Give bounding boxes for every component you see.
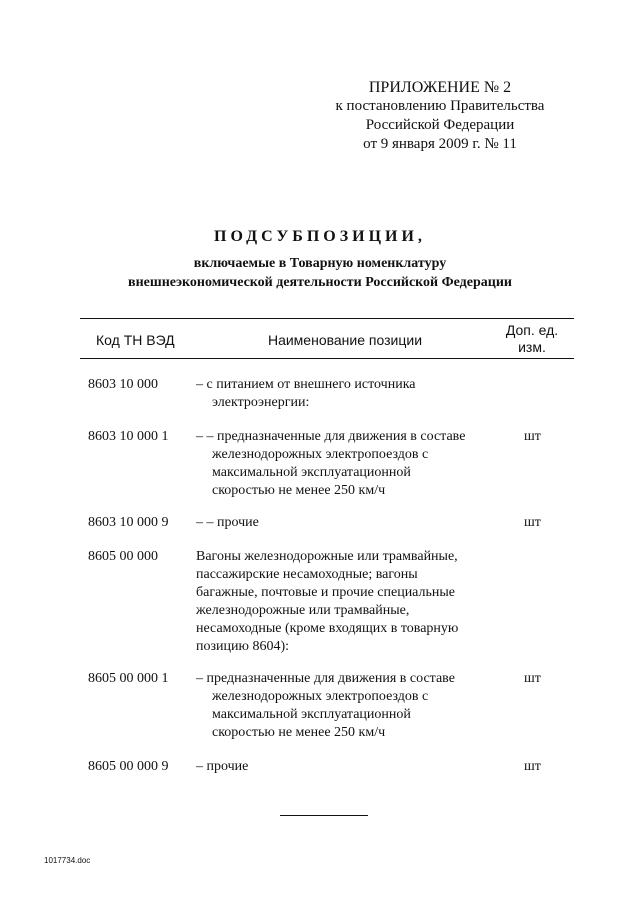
appendix-date-line: от 9 января 2009 г. № 11 (363, 136, 517, 152)
row-unit: шт (524, 515, 541, 530)
row-code: 8605 00 000 9 (88, 759, 169, 774)
document-subtitle: внешнеэкономической деятельности Российской Федерации (128, 275, 512, 290)
row-name-line: электроэнергии: (212, 395, 310, 410)
row-unit: шт (524, 429, 541, 444)
row-code: 8603 10 000 1 (88, 429, 169, 444)
appendix-line: Российской Федерации (365, 117, 515, 133)
table-header-rule (80, 358, 574, 359)
row-name (196, 376, 496, 412)
row-name (196, 758, 496, 776)
row-name-line: – с питанием от внешнего источника (196, 377, 416, 392)
row-name-line: железнодорожных электропоездов с (212, 689, 429, 704)
row-name-line: скоростью не менее 250 км/ч (212, 483, 386, 498)
row-name-line: позицию 8604): (196, 639, 290, 654)
row-unit: шт (524, 671, 541, 686)
document-file-id: 1017734.doc (44, 856, 91, 865)
column-header-name: Наименование позиции (267, 332, 423, 348)
unit-header-line2: изм. (518, 339, 546, 355)
table-top-rule (80, 318, 574, 319)
row-name (196, 428, 496, 500)
row-name-line: – предназначенные для движения в составе (196, 671, 455, 686)
appendix-title: ПРИЛОЖЕНИЕ № 2 (368, 79, 512, 96)
row-name-line: максимальной эксплуатационной (212, 465, 411, 480)
row-code: 8603 10 000 (88, 377, 158, 392)
row-name-line: несамоходные (кроме входящих в товарную (196, 621, 459, 636)
document-subtitle: включаемые в Товарную номенклатуру (193, 256, 447, 271)
row-name-line: максимальной эксплуатационной (212, 707, 411, 722)
row-code: 8605 00 000 (88, 549, 158, 564)
row-name-line: железнодорожных электропоездов с (212, 447, 429, 462)
row-code: 8603 10 000 9 (88, 515, 169, 530)
row-name-line: пассажирские несамоходные; вагоны (196, 567, 418, 582)
unit-header-line1: Доп. ед. (505, 322, 559, 338)
column-header-code: Код ТН ВЭД (96, 332, 175, 348)
row-name-line: – – прочие (196, 515, 259, 530)
end-divider (280, 815, 368, 816)
row-name-line: – – предназначенные для движения в составе (196, 429, 466, 444)
row-name (196, 514, 496, 532)
row-name-line: багажные, почтовые и прочие специальные (196, 585, 456, 600)
row-name (196, 548, 496, 656)
row-code: 8605 00 000 1 (88, 671, 169, 686)
document-heading (60, 226, 580, 292)
row-name-line: – прочие (196, 759, 249, 774)
appendix-block (320, 78, 560, 154)
row-name-line: железнодорожные или трамвайные, (196, 603, 410, 618)
row-name-line: Вагоны железнодорожные или трамвайные, (196, 549, 458, 564)
row-name-line: скоростью не менее 250 км/ч (212, 725, 386, 740)
appendix-line: к постановлению Правительства (335, 98, 545, 114)
row-name (196, 670, 496, 742)
row-unit: шт (524, 759, 541, 774)
column-header-unit (490, 322, 574, 356)
document-title: ПОДСУБПОЗИЦИИ, (214, 228, 426, 245)
